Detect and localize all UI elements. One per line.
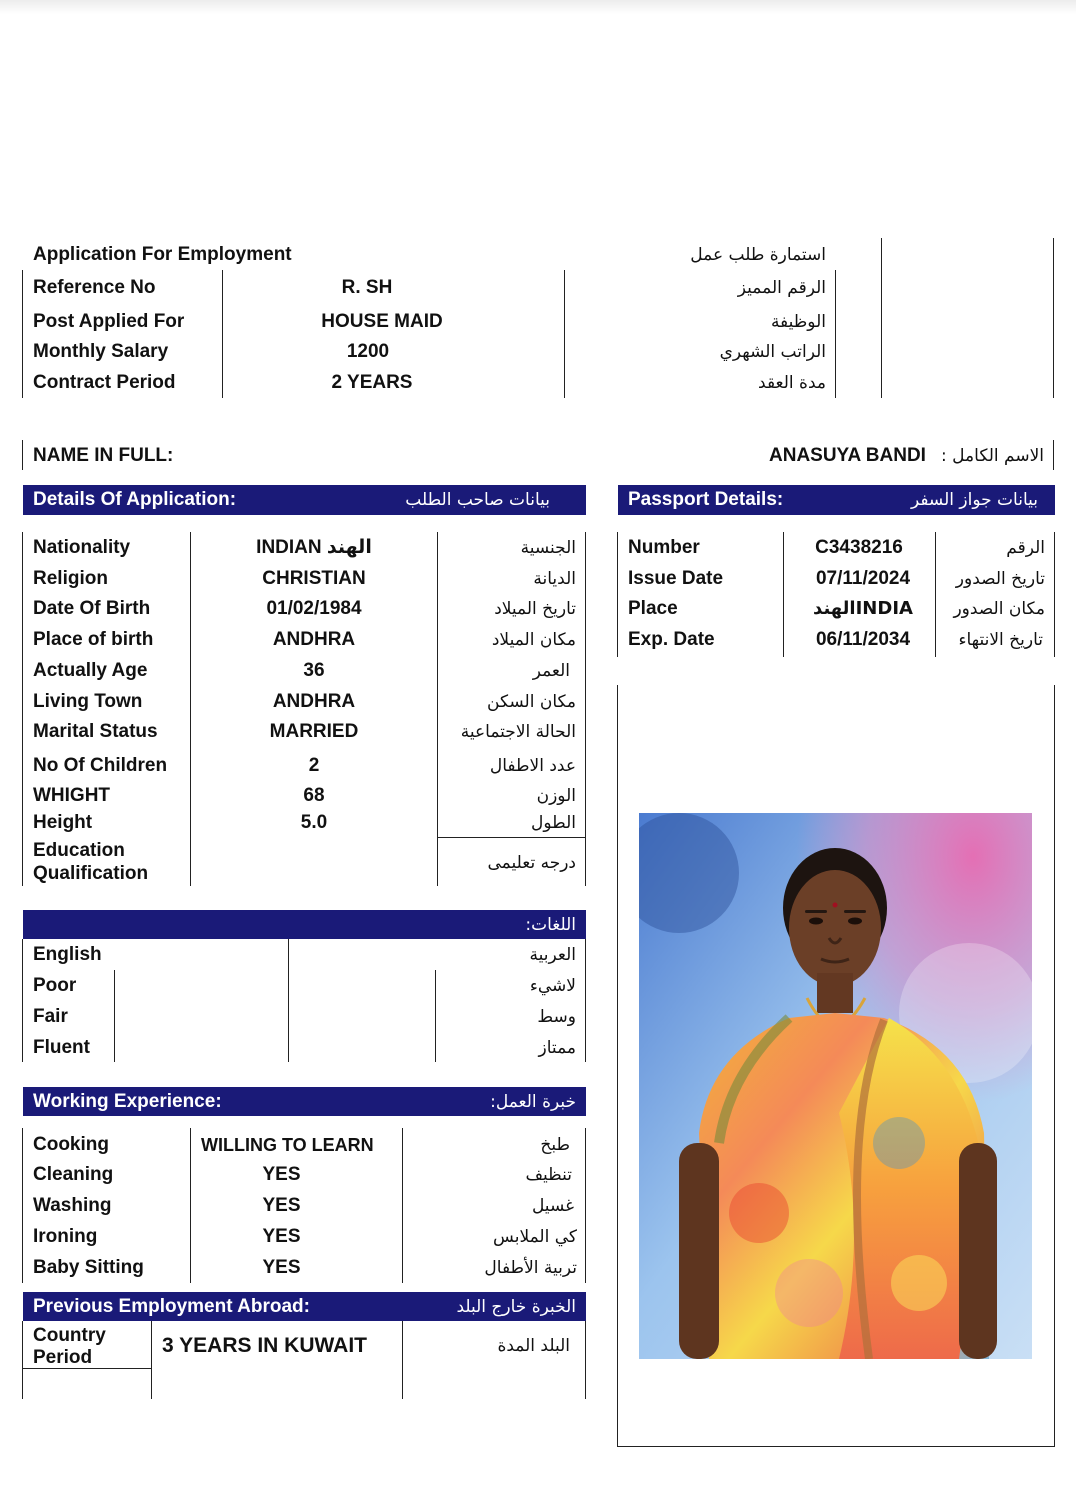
nationality-value: INDIAN الهند bbox=[256, 537, 372, 558]
lang-fluent: Fluent bbox=[33, 1037, 90, 1058]
previous-title-ar: الخبرة خارج البلد bbox=[456, 1297, 576, 1317]
details-band bbox=[23, 485, 586, 515]
details-title-ar: بيانات صاحب الطلب bbox=[405, 490, 550, 510]
marital-value: MARRIED bbox=[269, 721, 359, 742]
cooking-value: WILLING TO LEARN bbox=[201, 1135, 374, 1155]
dob-value: 01/02/1984 bbox=[266, 598, 362, 619]
lang-fair: Fair bbox=[33, 1006, 68, 1027]
place-label: Place bbox=[628, 598, 678, 619]
name-label-ar: الاسم الكامل : bbox=[941, 446, 1044, 466]
age-label: Actually Age bbox=[33, 660, 148, 681]
lang-poor-ar: لاشيء bbox=[529, 976, 576, 996]
passport-number-label: Number bbox=[628, 537, 700, 558]
previous-band bbox=[23, 1292, 586, 1321]
education-label-ar: درجه تعليمى bbox=[487, 853, 576, 873]
lang-fluent-ar: ممتاز bbox=[538, 1038, 576, 1058]
passport-number-value: C3438216 bbox=[815, 537, 903, 558]
nationality-label-ar: الجنسية bbox=[520, 538, 576, 558]
washing-label-ar: غسيل bbox=[531, 1196, 574, 1216]
exp-date-label: Exp. Date bbox=[628, 629, 715, 650]
weight-label: WHIGHT bbox=[33, 785, 111, 806]
marital-label: Marital Status bbox=[33, 721, 158, 742]
washing-label: Washing bbox=[33, 1195, 112, 1216]
lang-poor: Poor bbox=[33, 975, 77, 996]
form-title-ar: استمارة طلب عمل bbox=[690, 245, 826, 265]
washing-value: YES bbox=[262, 1195, 301, 1216]
name-value: ANASUYA BANDI bbox=[769, 445, 926, 466]
religion-label: Religion bbox=[33, 568, 108, 589]
experience-title-ar: خبرة العمل: bbox=[490, 1092, 576, 1112]
languages-title-ar: اللغات: bbox=[525, 915, 576, 935]
reference-label-ar: الرقم المميز bbox=[737, 278, 826, 298]
nationality-label: Nationality bbox=[33, 537, 131, 558]
height-value: 5.0 bbox=[300, 812, 328, 833]
ironing-value: YES bbox=[262, 1226, 301, 1247]
passport-band bbox=[618, 485, 1055, 515]
children-label-ar: عدد الاطفال bbox=[489, 756, 576, 776]
dob-label: Date Of Birth bbox=[33, 598, 151, 619]
exp-date-label-ar: تاريخ الانتهاء bbox=[958, 630, 1043, 650]
previous-value: 3 YEARS IN KUWAIT bbox=[162, 1334, 367, 1357]
pob-label: Place of birth bbox=[33, 629, 154, 650]
contract-label: Contract Period bbox=[33, 372, 176, 393]
babysitting-value: YES bbox=[262, 1257, 301, 1278]
country-label: Country bbox=[33, 1325, 106, 1346]
contract-value: 2 YEARS bbox=[331, 372, 413, 393]
town-label-ar: مكان السكن bbox=[487, 692, 576, 712]
salary-value: 1200 bbox=[346, 341, 390, 362]
exp-date-value: 06/11/2034 bbox=[815, 629, 911, 650]
children-value: 2 bbox=[308, 755, 320, 776]
pob-label-ar: مكان الميلاد bbox=[491, 630, 576, 650]
dob-label-ar: تاريخ الميلاد bbox=[494, 599, 576, 619]
issue-date-label-ar: تاريخ الصدور bbox=[955, 569, 1045, 589]
weight-label-ar: الوزن bbox=[536, 786, 576, 806]
town-value: ANDHRA bbox=[272, 691, 356, 712]
experience-title: Working Experience: bbox=[33, 1091, 222, 1112]
issue-date-label: Issue Date bbox=[628, 568, 724, 589]
previous-title: Previous Employment Abroad: bbox=[33, 1296, 310, 1317]
form-title-en: Application For Employment bbox=[33, 244, 292, 265]
cleaning-label: Cleaning bbox=[33, 1164, 114, 1185]
place-label-ar: مكان الصدور bbox=[953, 599, 1045, 619]
place-value: الهندINDIA bbox=[813, 598, 913, 619]
age-value: 36 bbox=[303, 660, 325, 681]
education-label: Education bbox=[33, 840, 125, 861]
lang-arabic: العربية bbox=[529, 945, 576, 965]
reference-value: R. SH bbox=[341, 277, 393, 298]
ironing-label: Ironing bbox=[33, 1226, 98, 1247]
passport-title: Passport Details: bbox=[628, 489, 784, 510]
post-value: HOUSE MAID bbox=[321, 311, 443, 332]
top-shade bbox=[0, 0, 1076, 14]
details-title: Details Of Application: bbox=[33, 489, 237, 510]
children-label: No Of Children bbox=[33, 755, 168, 776]
pob-value: ANDHRA bbox=[272, 629, 356, 650]
right-frame-left bbox=[617, 685, 618, 1447]
marital-label-ar: الحالة الاجتماعية bbox=[460, 722, 576, 742]
cooking-label-ar: طبخ bbox=[540, 1135, 570, 1155]
cooking-label: Cooking bbox=[33, 1134, 109, 1155]
lang-english: English bbox=[33, 944, 102, 965]
age-label-ar: العمر bbox=[532, 661, 570, 681]
right-frame-right bbox=[1054, 685, 1055, 1447]
passport-number-label-ar: الرقم bbox=[1006, 538, 1045, 558]
name-label: NAME IN FULL: bbox=[33, 445, 174, 466]
education-label-2: Qualification bbox=[33, 863, 149, 884]
issue-date-value: 07/11/2024 bbox=[815, 568, 911, 589]
languages-band bbox=[23, 910, 586, 939]
religion-value: CHRISTIAN bbox=[262, 568, 366, 589]
town-label: Living Town bbox=[33, 691, 143, 712]
height-label-ar: الطول bbox=[531, 813, 576, 833]
reference-label: Reference No bbox=[33, 277, 156, 298]
period-label: Period bbox=[33, 1347, 93, 1368]
post-label-ar: الوظيفة bbox=[770, 312, 826, 332]
ironing-label-ar: كي الملابس bbox=[493, 1227, 577, 1247]
lang-fair-ar: وسط bbox=[537, 1007, 576, 1027]
salary-label: Monthly Salary bbox=[33, 341, 169, 362]
babysitting-label: Baby Sitting bbox=[33, 1257, 144, 1278]
right-frame-bottom bbox=[617, 1446, 1055, 1447]
height-label: Height bbox=[33, 812, 93, 833]
previous-label-ar: البلد المدة bbox=[497, 1336, 570, 1356]
passport-title-ar: بيانات جواز السفر bbox=[910, 490, 1038, 510]
babysitting-label-ar: تربية الأطفال bbox=[484, 1258, 577, 1278]
cleaning-value: YES bbox=[262, 1164, 301, 1185]
weight-value: 68 bbox=[303, 785, 325, 806]
post-label: Post Applied For bbox=[33, 311, 185, 332]
cleaning-label-ar: تنظيف bbox=[525, 1165, 572, 1185]
salary-label-ar: الراتب الشهري bbox=[719, 342, 826, 362]
religion-label-ar: الديانة bbox=[533, 569, 576, 589]
contract-label-ar: مدة العقد bbox=[758, 373, 826, 393]
experience-band bbox=[23, 1087, 586, 1116]
applicant-photo bbox=[639, 813, 1032, 1359]
